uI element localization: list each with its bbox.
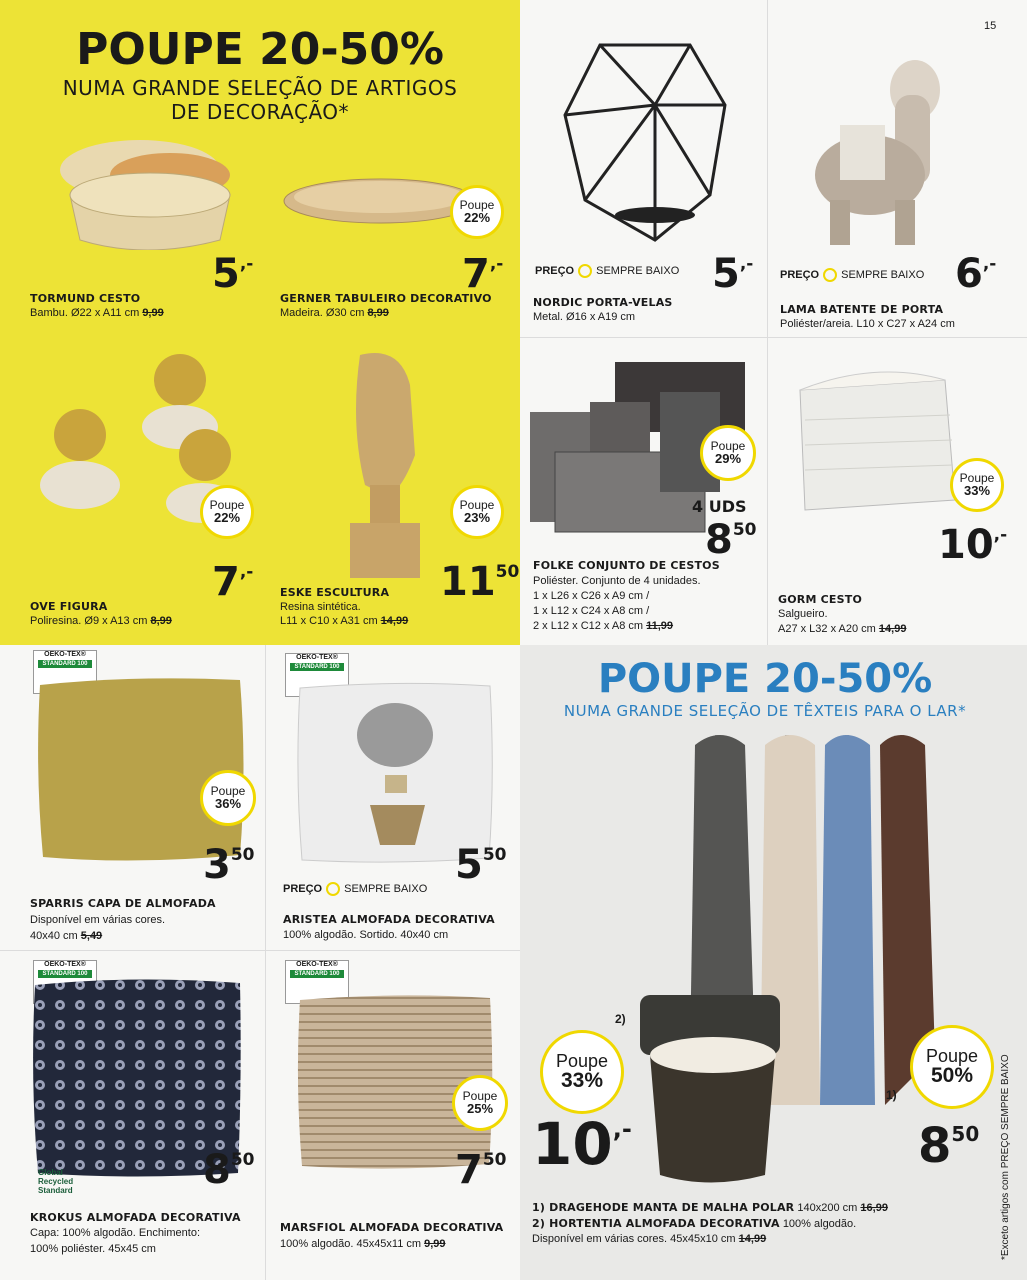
aristea-desc: 100% algodão. Sortido. 40x40 cm [283,929,449,941]
marsfiol-oeko-tex-label: OEKO-TEX® STANDARD 100 [285,960,349,1004]
krokus-oeko-tex-label: OEKO-TEX® STANDARD 100 [33,960,97,1004]
gorm-desc-1: Salgueiro. [778,608,828,620]
ove-desc: Poliresina. Ø9 x A13 cm 8,99 [30,615,172,627]
marsfiol-save-badge: Poupe 25% [452,1075,508,1131]
aristea-oeko-tex-label: OEKO-TEX® STANDARD 100 [285,653,349,697]
eske-desc-1: Resina sintética. [280,601,361,613]
eske-save-badge: Poupe 23% [450,485,504,539]
eske-price: 1150 [440,559,520,605]
nordic-low-price-label: PREÇO SEMPRE BAIXO [535,265,680,277]
aristea-low-price-label: PREÇO SEMPRE BAIXO [283,883,428,895]
textiles-line-3: Disponível em várias cores. 45x45x10 cm 14,99 [532,1233,767,1245]
tormund-desc: Bambu. Ø22 x A11 cm 9,99 [30,307,164,319]
folke-save-badge: Poupe 29% [700,425,756,481]
gorm-save-badge: Poupe 33% [950,458,1004,512]
lama-price: 6,- [955,251,997,297]
nordic-candle-holder-image [560,35,730,245]
gerner-price: 7,- [462,251,504,297]
textiles-headline: POUPE 20-50% [597,656,933,702]
gorm-name: GORM CESTO [778,593,862,606]
folke-desc-3: 1 x L12 x C24 x A8 cm / [533,605,650,617]
gerner-name: GERNER TABULEIRO DECORATIVO [280,292,492,305]
exception-side-note: *Exceto artigos com PREÇO SEMPRE BAIXO [1000,1054,1011,1260]
decor-subheadline-1: NUMA GRANDE SELEÇÃO DE ARTIGOS [62,76,458,100]
folke-price: 850 [705,517,757,563]
textiles-save-badge-33: Poupe 33% [540,1030,624,1114]
tormund-basket-image [50,120,240,250]
textiles-price-10: 10,- [532,1110,632,1178]
folke-desc-2: 1 x L26 x C26 x A9 cm / [533,590,650,602]
eske-sculpture-image [340,345,440,585]
krokus-desc-2: 100% poliéster. 45x45 cm [30,1243,156,1255]
gorm-basket-image [785,360,965,515]
lama-doorstop-image [800,45,960,255]
textiles-line-2: 2) HORTENTIA ALMOFADA DECORATIVA 100% algodão. [532,1217,857,1230]
folke-units: 4 UDS [692,497,747,516]
nordic-name: NORDIC PORTA-VELAS [533,296,673,309]
marsfiol-desc: 100% algodão. 45x45x11 cm 9,99 [280,1238,446,1250]
ove-save-badge: Poupe 22% [200,485,254,539]
lama-name: LAMA BATENTE DE PORTA [780,303,944,316]
folke-desc-1: Poliéster. Conjunto de 4 unidades. [533,575,701,587]
gorm-desc-2: A27 x L32 x A20 cm 14,99 [778,623,907,635]
sparris-oeko-tex-label: OEKO-TEX® STANDARD 100 [33,650,97,694]
marsfiol-price: 750 [455,1147,507,1193]
ove-name: OVE FIGURA [30,600,108,613]
eske-desc-2: L11 x C10 x A31 cm 14,99 [280,615,409,627]
decor-headline: POUPE 20-50% [76,24,444,75]
sparris-price: 350 [203,842,255,888]
sparris-cushion-image [35,675,250,865]
gorm-price: 10,- [938,522,1008,568]
krokus-price: 850 [203,1147,255,1193]
nordic-desc: Metal. Ø16 x A19 cm [533,311,636,323]
folke-desc-4: 2 x L12 x C12 x A8 cm 11,99 [533,620,674,632]
sparris-save-badge: Poupe 36% [200,770,256,826]
krokus-desc-1: Capa: 100% algodão. Enchimento: [30,1227,201,1239]
textiles-subheadline: NUMA GRANDE SELEÇÃO DE TÊXTEIS PARA O LAR* [563,702,967,720]
textiles-line-1: 1) DRAGEHODE MANTA DE MALHA POLAR 140x200 cm 16,99 [532,1201,888,1214]
krokus-grs-label: Global Recycled Standard [38,1168,74,1195]
gerner-save-badge: Poupe 22% [450,185,504,239]
lama-low-price-label: PREÇO SEMPRE BAIXO [780,269,925,281]
sparris-name: SPARRIS CAPA DE ALMOFADA [30,897,216,910]
nordic-price: 5,- [712,251,754,297]
textiles-price-8-50: 850 [918,1118,980,1174]
ove-price: 7,- [212,559,254,605]
tormund-price: 5,- [212,251,254,297]
aristea-name: ARISTEA ALMOFADA DECORATIVA [283,913,495,926]
throws-and-cushion-image [635,725,955,1195]
marsfiol-name: MARSFIOL ALMOFADA DECORATIVA [280,1221,504,1234]
krokus-name: KROKUS ALMOFADA DECORATIVA [30,1211,241,1224]
aristea-price: 550 [455,842,507,888]
folke-name: FOLKE CONJUNTO DE CESTOS [533,559,720,572]
textiles-marker-2: 2) [615,1012,626,1026]
eske-name: ESKE ESCULTURA [280,586,390,599]
sparris-desc-1: Disponível em várias cores. [30,914,166,926]
aristea-cushion-image [295,680,495,865]
gerner-desc: Madeira. Ø30 cm 8,99 [280,307,389,319]
page-number: 15 [984,20,997,32]
textiles-save-badge-50: Poupe 50% [910,1025,994,1109]
lama-desc: Poliéster/areia. L10 x C27 x A24 cm [780,318,955,330]
decor-subheadline-2: DE DECORAÇÃO* [170,100,350,124]
sparris-desc-2: 40x40 cm 5,49 [30,930,103,942]
tormund-name: TORMUND CESTO [30,292,141,305]
textiles-marker-1: 1) [886,1088,897,1102]
